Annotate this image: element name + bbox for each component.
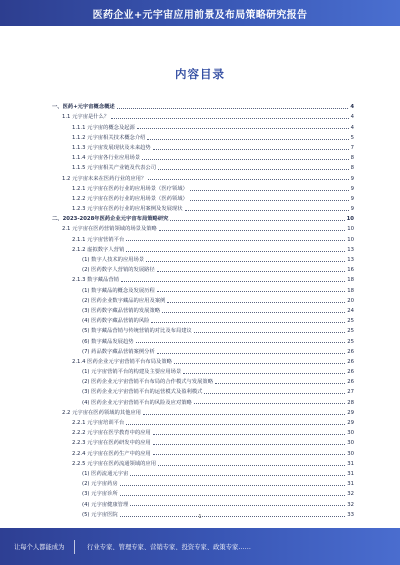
toc-entry[interactable] [52,345,354,355]
toc-entry-label: 2.2.4 元宇宙在医药生产中的应用 [72,450,151,457]
toc-entry-page: 30 [347,430,354,437]
toc-entry-page: 13 [347,246,354,253]
toc-entry[interactable] [52,395,354,405]
toc-entry-page: 26 [347,369,354,376]
toc-entry-label: 2.1.4 医药企业元宇宙营销平台布局及策略 [72,358,172,365]
toc-leader-dots [137,128,349,129]
toc-leader-dots [147,139,348,140]
toc-entry-label: 1.1.2 元宇宙相关技术概念介绍 [72,134,146,141]
toc-entry[interactable] [52,283,354,293]
toc-entry-page: 9 [350,195,354,202]
toc-leader-dots [194,332,345,333]
toc-entry-label: (6) 数字藏品发展趋势 [82,338,134,345]
toc-entry[interactable] [52,202,354,212]
toc-entry-label: (3) 医药数字藏品营销的发展策略 [82,307,161,314]
toc-entry[interactable] [52,497,354,507]
toc-entry[interactable] [52,365,354,375]
toc-entry-label: (1) 医药流通元宇宙 [82,470,129,477]
toc-entry[interactable] [52,253,354,263]
toc-entry-page: 10 [347,236,354,243]
toc-entry[interactable] [52,222,354,232]
toc-entry-page: 9 [350,175,354,182]
toc-entry-label: (1) 元宇宙营销平台的构建及主要应用场景 [82,369,182,376]
toc-entry-label: (1) 数字人技术的应用场景 [82,257,145,263]
toc-leader-dots [126,424,345,425]
toc-entry[interactable] [52,457,354,467]
toc-entry-label: (2) 元宇宙药房 [82,481,118,488]
toc-entry-page: 26 [347,358,354,365]
toc-entry-label: (3) 医药企业元宇宙营销平台的运营模式及盈利模式 [82,389,203,396]
toc-entry-page: 8 [350,155,354,162]
toc-entry-page: 31 [347,470,354,477]
toc-entry-label: (2) 医药企业元宇宙营销平台布局的合作模式与发展策略 [82,379,214,386]
toc-entry-page: 32 [347,501,354,508]
toc-entry-label: (3) 元宇宙诊所 [82,491,118,498]
page-number: 1 [198,514,202,520]
toc-entry-page: 13 [347,257,354,263]
toc-entry-label: 2.2.5 元宇宙在医药流通领域的应用 [72,460,157,467]
toc-leader-dots [170,220,344,221]
footer-slogan: 让每个人都能成为 [14,544,65,551]
toc-entry[interactable] [52,151,354,161]
toc-entry[interactable] [52,232,354,242]
toc-leader-dots [174,363,345,364]
header-bar [0,0,400,26]
toc-leader-dots [157,291,345,292]
toc-entry-page: 4 [350,124,354,131]
toc-entry[interactable] [52,446,354,456]
toc-entry-label: 1.1 元宇宙是什么？ [62,114,110,121]
toc-entry-label: 1.1.4 元宇宙各行业应用场景 [72,155,141,162]
toc-leader-dots [148,179,348,180]
toc-entry[interactable] [52,334,354,344]
toc-entry-label: (2) 医药企业数字藏品的应用及案例 [82,297,166,304]
toc-entry-label: (4) 医药数字藏品营销的风险 [82,318,150,325]
table-of-contents [52,100,354,518]
toc-leader-dots [143,414,345,415]
toc-entry-page: 30 [347,450,354,457]
toc-entry[interactable] [52,182,354,192]
toc-entry-page: 18 [347,277,354,284]
toc-leader-dots [153,149,349,150]
toc-leader-dots [153,434,346,435]
toc-entry-label: 1.2.3 元宇宙在医药行业的应用案例及发展现状 [72,206,183,213]
toc-entry-label: (5) 元宇宙医院 [82,511,118,518]
toc-entry-label: 2.2.3 元宇宙在医药研发中的应用 [72,440,151,447]
toc-leader-dots [126,240,345,241]
toc-entry-page: 4 [350,114,354,121]
toc-entry[interactable] [52,416,354,426]
toc-entry-page: 32 [347,491,354,498]
toc-entry-page: 31 [347,460,354,467]
toc-entry[interactable] [52,426,354,436]
toc-leader-dots [142,159,348,160]
toc-entry-page: 8 [350,165,354,172]
toc-entry-label: 2.2.2 元宇宙在医学教育中的应用 [72,430,151,437]
toc-leader-dots [153,454,346,455]
toc-entry[interactable] [52,131,354,141]
toc-entry[interactable] [52,120,354,130]
toc-entry[interactable] [52,192,354,202]
toc-entry[interactable] [52,436,354,446]
toc-entry[interactable] [52,355,354,365]
toc-entry-page: 25 [347,318,354,325]
toc-entry[interactable] [52,273,354,283]
toc-entry-label: 二、2023-2028年医药企业元宇宙布局策略研究 [52,216,169,223]
toc-entry-page: 9 [350,185,354,192]
toc-entry-label: (2) 医药数字人营销的发展路径 [82,267,155,274]
toc-entry-page: 29 [347,420,354,426]
toc-leader-dots [130,505,345,506]
toc-entry-page: 18 [347,287,354,294]
toc-entry-label: 1.1.3 元宇宙发展现状及未来趋势 [72,144,151,151]
toc-entry-label: 1.2 元宇宙未来在医药行业的应用？ [62,175,147,182]
toc-entry-page: 16 [347,267,354,274]
toc-entry[interactable] [52,100,354,110]
toc-entry[interactable] [52,294,354,304]
toc-leader-dots [157,271,345,272]
toc-entry[interactable] [52,467,354,477]
toc-leader-dots [158,169,349,170]
toc-leader-dots [146,261,345,262]
footer-roles: 行业专家、管理专家、营销专家、投资专家、政策专家…… [87,544,251,551]
toc-entry[interactable] [52,406,354,416]
toc-entry-label: 2.2 元宇宙在医药领域的其他应用 [62,409,141,416]
toc-leader-dots [215,383,345,384]
toc-leader-dots [190,200,349,201]
toc-leader-dots [159,230,345,231]
toc-leader-dots [183,373,345,374]
toc-leader-dots [157,353,345,354]
report-title: 医药企业+元宇宙应用前景及布局策略研究报告 [92,9,308,21]
toc-entry-page: 24 [347,307,354,314]
toc-entry-page: 10 [347,226,354,233]
toc-leader-dots [194,403,345,404]
toc-leader-dots [158,465,345,466]
toc-leader-dots [120,485,346,486]
toc-leader-dots [185,210,349,211]
toc-entry-label: 2.1 元宇宙在医药营销领域的场景及策略 [62,226,157,233]
toc-entry-page: 30 [347,440,354,447]
toc-entry-page: 29 [347,409,354,416]
toc-entry[interactable] [52,385,354,395]
toc-entry[interactable] [52,171,354,181]
toc-entry-page: 28 [347,399,354,406]
toc-entry[interactable] [52,161,354,171]
toc-leader-dots [111,118,348,119]
toc-entry-page: 25 [347,328,354,335]
toc-entry[interactable] [52,110,354,120]
toc-entry[interactable] [52,314,354,324]
toc-leader-dots [204,393,345,394]
toc-leader-dots [167,302,345,303]
toc-entry-label: 1.2.2 元宇宙在医药行业的应用场景（医药领域） [72,195,188,202]
toc-leader-dots [153,444,346,445]
toc-entry[interactable] [52,375,354,385]
toc-entry[interactable] [52,477,354,487]
footer-bar [0,528,400,565]
toc-entry[interactable] [52,324,354,334]
toc-leader-dots [190,190,349,191]
toc-entry-label: (4) 元宇宙健康管理 [82,501,129,508]
toc-leader-dots [121,281,345,282]
toc-entry-label: 2.1.3 数字藏品营销 [72,277,119,284]
toc-entry-label: (4) 医药企业元宇宙营销平台的风险及应对策略 [82,399,192,406]
toc-entry-page: 10 [346,216,354,223]
toc-entry-page: 25 [347,338,354,345]
toc-entry-page: 33 [347,511,354,518]
toc-entry-label: (1) 数字藏品的概念及发展历程 [82,287,155,294]
toc-entry-page: 5 [350,134,354,141]
toc-entry-page: 20 [347,297,354,304]
toc-entry-label: 1.1.5 元宇宙相关产业链及代表公司 [72,165,157,172]
toc-entry-page: 4 [350,104,354,111]
toc-entry[interactable] [52,304,354,314]
toc-entry-label: 2.1.2 虚拟数字人营销 [72,246,125,253]
toc-entry[interactable] [52,141,354,151]
toc-entry[interactable] [52,487,354,497]
toc-entry-label: 2.2.1 元宇宙培训平台 [72,420,125,426]
toc-entry-label: (5) 数字藏品营销与传统营销的对比及布局建议 [82,328,192,335]
toc-heading: 内容目录 [175,67,225,81]
toc-entry[interactable] [52,263,354,273]
toc-leader-dots [151,322,345,323]
toc-leader-dots [162,312,345,313]
toc-entry-label: 1.1.1 元宇宙的概念及起源 [72,124,135,131]
toc-entry-page: 9 [350,206,354,213]
toc-entry-label: (7) 药品数字藏品营销案例分析 [82,348,155,355]
toc-entry-page: 27 [347,389,354,396]
toc-entry-label: 一、医药+元宇宙概念概述 [52,104,115,111]
toc-entry-label: 2.1.1 元宇宙营销平台 [72,236,125,243]
toc-entry-page: 7 [350,144,354,151]
footer-divider [74,540,75,554]
toc-leader-dots [136,342,346,343]
toc-leader-dots [126,251,345,252]
toc-entry[interactable] [52,243,354,253]
toc-entry[interactable] [52,212,354,222]
toc-entry-label: 1.2.1 元宇宙在医药行业的应用场景（医疗领域） [72,185,188,192]
toc-entry-page: 31 [347,481,354,488]
toc-leader-dots [130,475,345,476]
toc-entry-page: 26 [347,348,354,355]
toc-leader-dots [120,495,346,496]
toc-entry-page: 26 [347,379,354,386]
toc-leader-dots [117,108,349,109]
